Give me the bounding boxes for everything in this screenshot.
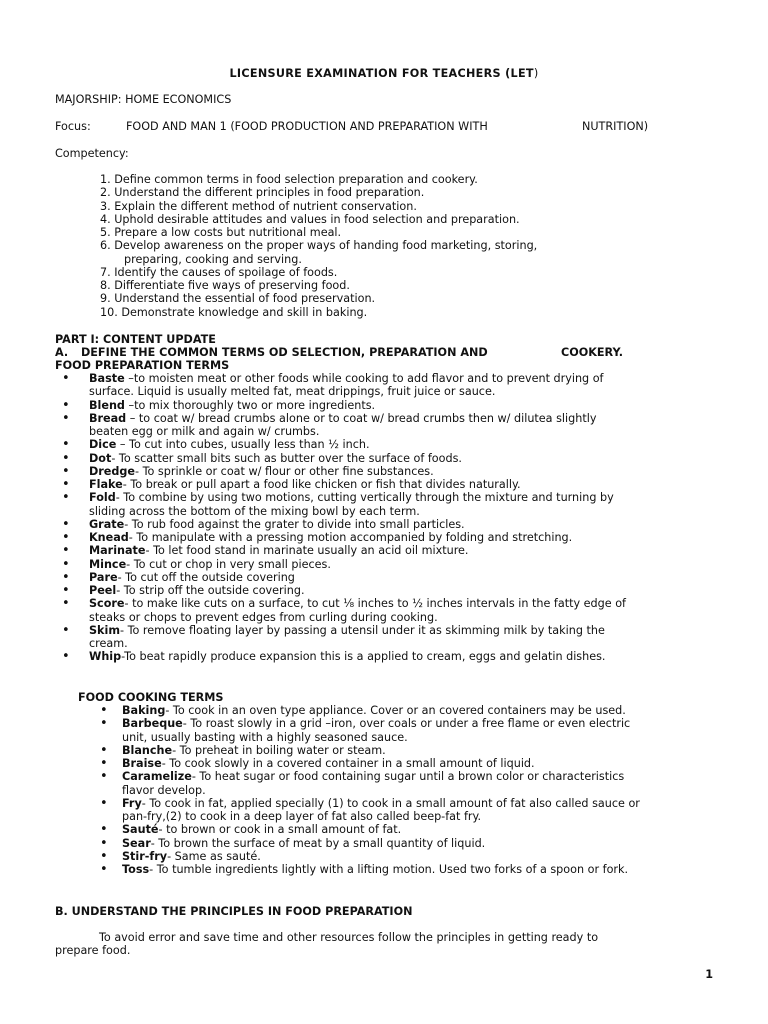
bullet-icon: • xyxy=(62,530,70,545)
competency-item: 3. Explain the different method of nutrient conservation. xyxy=(100,199,417,213)
term-item xyxy=(100,795,640,824)
term-definition: - To brown the surface of meat by a small quantity of liquid. xyxy=(150,836,486,850)
term-name: Marinate xyxy=(89,544,146,558)
term-definition-continuation: pan-fry,(2) to cook in a deep layer of fat also called beep-fat fry. xyxy=(122,810,482,823)
term-definition: - To heat sugar or food containing sugar until a brown color or characteristics xyxy=(191,770,625,784)
term-item xyxy=(62,463,626,479)
paragraph-line: To avoid error and save time and other resources follow the principles in getting ready to xyxy=(99,931,599,944)
term-item xyxy=(100,716,640,744)
bullet-icon: • xyxy=(100,756,108,771)
term-item xyxy=(100,756,640,771)
term-definition: - To remove floating layer by passing a utensil under it as skimming milk by taking the xyxy=(120,623,605,637)
term-item xyxy=(100,742,640,758)
term-definition: - To preheat in boiling water or steam. xyxy=(172,743,386,757)
term-name: Toss xyxy=(122,863,150,876)
majorship-line: MAJORSHIP: HOME ECONOMICS xyxy=(55,93,232,106)
term-definition-continuation: steaks or chops to prevent edges from curling during cooking. xyxy=(89,610,438,624)
term-name: Baking xyxy=(122,704,166,717)
term-name: Bread xyxy=(89,411,127,425)
term-definition: - To cook in fat, applied specially (1) to cook in a small amount of fat also called sauce or xyxy=(141,796,640,810)
term-item xyxy=(62,622,626,651)
term-name: Mince xyxy=(89,557,127,571)
term-definition: - To rub food against the grater to divide into small particles. xyxy=(124,517,465,531)
section-b-paragraph xyxy=(55,931,598,958)
paragraph-line: prepare food. xyxy=(55,944,131,958)
bullet-icon: • xyxy=(62,556,70,572)
term-definition-continuation: cream. xyxy=(89,637,128,650)
term-item xyxy=(62,477,626,492)
bullet-icon: • xyxy=(62,450,70,466)
part1-heading: PART I: CONTENT UPDATE xyxy=(55,333,216,346)
term-item xyxy=(62,516,626,532)
term-definition-continuation: sliding across the bottom of the mixing bowl by each term. xyxy=(89,504,420,518)
term-item xyxy=(100,848,640,864)
term-item xyxy=(62,410,626,439)
page-number: 1 xyxy=(705,968,713,981)
competency-item: 7. Identify the causes of spoilage of foods. xyxy=(100,265,338,279)
term-definition-continuation: surface. Liquid is usually melted fat, meat drippings, fruit juice or sauce. xyxy=(89,385,496,399)
bullet-icon: • xyxy=(100,848,108,864)
term-item xyxy=(62,569,626,585)
section-a-heading-tail: COOKERY. xyxy=(561,346,624,359)
term-definition: - To roast slowly in a grid –iron, over coals or under a free flame or even electric xyxy=(182,717,631,731)
term-name: Barbeque xyxy=(122,717,183,731)
competency-label: Competency: xyxy=(55,147,129,160)
prep-terms-heading: FOOD PREPARATION TERMS xyxy=(55,359,230,372)
term-name: Flake xyxy=(89,478,123,491)
term-name: Blend xyxy=(89,398,125,412)
bullet-icon: • xyxy=(62,596,70,612)
term-definition: -To beat rapidly produce expansion this is a applied to cream, eggs and gelatin dishes. xyxy=(121,650,606,664)
bullet-icon: • xyxy=(62,463,70,479)
cooking-terms-heading: FOOD COOKING TERMS xyxy=(78,691,224,704)
term-name: Sear xyxy=(122,836,151,850)
bullet-icon: • xyxy=(62,437,70,453)
term-definition: – to coat w/ bread crumbs alone or to coat w/ bread crumbs then w/ dilutea slightly xyxy=(126,411,597,425)
term-item xyxy=(62,530,626,545)
competency-item-continuation: preparing, cooking and serving. xyxy=(124,252,302,266)
term-item xyxy=(62,490,626,518)
term-definition: - to brown or cook in a small amount of fat. xyxy=(158,823,402,837)
bullet-icon: • xyxy=(62,516,70,532)
bullet-icon: • xyxy=(100,835,108,851)
bullet-icon: • xyxy=(100,795,108,811)
term-definition: - To scatter small bits such as butter over the surface of foods. xyxy=(111,451,462,465)
term-definition: - To let food stand in marinate usually an acid oil mixture. xyxy=(145,544,469,558)
bullet-icon: • xyxy=(62,410,70,426)
term-name: Whip xyxy=(89,650,122,664)
term-item xyxy=(62,397,626,413)
focus-text: FOOD AND MAN 1 (FOOD PRODUCTION AND PREPARATION WITH xyxy=(126,120,488,133)
term-item xyxy=(62,596,626,624)
term-definition: - To combine by using two motions, cutting vertically through the mixture and turning by xyxy=(115,491,614,505)
bullet-icon: • xyxy=(100,862,108,877)
bullet-icon: • xyxy=(62,569,70,585)
term-definition: – To cut into cubes, usually less than ½ inch. xyxy=(116,438,370,452)
term-definition: - To cook slowly in a covered container in a small amount of liquid. xyxy=(161,757,535,770)
term-item xyxy=(62,649,626,665)
term-name: Dot xyxy=(89,451,112,465)
term-name: Grate xyxy=(89,517,125,531)
term-item xyxy=(100,769,640,797)
term-name: Fold xyxy=(89,491,116,505)
bullet-icon: • xyxy=(100,703,108,718)
prep-terms-list xyxy=(62,371,626,665)
bullet-icon: • xyxy=(62,583,70,598)
competency-item: 2. Understand the different principles in food preparation. xyxy=(100,186,425,200)
competency-item: 5. Prepare a low costs but nutritional meal. xyxy=(100,226,342,239)
term-definition: - Same as sauté. xyxy=(167,849,261,863)
competency-item: 10. Demonstrate knowledge and skill in baking. xyxy=(100,305,368,319)
term-name: Knead xyxy=(89,531,129,544)
bullet-icon: • xyxy=(62,397,70,413)
term-name: Baste xyxy=(89,372,125,385)
bullet-icon: • xyxy=(62,490,70,506)
document-title: LICENSURE EXAMINATION FOR TEACHERS (LET) xyxy=(229,67,539,80)
competency-item: 8. Differentiate five ways of preserving food. xyxy=(100,279,350,292)
term-definition: - To manipulate with a pressing motion accompanied by folding and stretching. xyxy=(128,531,573,544)
term-name: Skim xyxy=(89,623,120,637)
term-name: Dredge xyxy=(89,464,135,478)
section-a-heading: DEFINE THE COMMON TERMS OD SELECTION, PREPARATION AND xyxy=(81,346,488,359)
term-name: Braise xyxy=(122,757,162,770)
term-definition: - to make like cuts on a surface, to cut ⅛ inches to ½ inches intervals in the fatty edge of xyxy=(124,597,626,611)
bullet-icon: • xyxy=(62,477,70,492)
term-definition: - To cook in an oven type appliance. Cover or an covered containers may be used. xyxy=(165,704,626,717)
cooking-terms-list xyxy=(100,703,640,877)
term-definition: - To cut or chop in very small pieces. xyxy=(126,557,331,571)
term-name: Caramelize xyxy=(122,770,192,784)
bullet-icon: • xyxy=(100,742,108,758)
competency-item: 9. Understand the essential of food preservation. xyxy=(100,292,376,306)
term-item xyxy=(62,556,626,572)
bullet-icon: • xyxy=(100,716,108,732)
section-b-heading: B. UNDERSTAND THE PRINCIPLES IN FOOD PREPARATION xyxy=(55,905,413,918)
competency-item: 4. Uphold desirable attitudes and values in food selection and preparation. xyxy=(100,212,520,226)
term-item xyxy=(62,450,626,466)
term-item xyxy=(100,862,640,877)
term-name: Dice xyxy=(89,438,117,452)
section-a-letter: A. xyxy=(55,346,69,359)
competency-list xyxy=(100,173,537,319)
term-item xyxy=(62,437,626,453)
term-definition: - To cut off the outside covering xyxy=(117,570,295,584)
term-definition: - To tumble ingredients lightly with a lifting motion. Used two forks of a spoon or fork. xyxy=(149,863,629,876)
term-name: Stir-fry xyxy=(122,849,168,863)
term-item xyxy=(100,703,640,718)
term-name: Peel xyxy=(89,584,117,597)
term-item xyxy=(62,371,626,399)
bullet-icon: • xyxy=(62,622,70,638)
bullet-icon: • xyxy=(100,769,108,785)
bullet-icon: • xyxy=(62,649,70,665)
term-definition: - To sprinkle or coat w/ flour or other fine substances. xyxy=(135,464,434,478)
term-definition: - To break or pull apart a food like chicken or fish that divides naturally. xyxy=(122,478,521,491)
bullet-icon: • xyxy=(62,543,70,559)
term-item xyxy=(62,543,626,559)
focus-text-tail: NUTRITION) xyxy=(582,120,649,133)
term-name: Blanche xyxy=(122,743,173,757)
focus-label: Focus: xyxy=(55,120,91,133)
term-name: Sauté xyxy=(122,823,159,837)
term-definition-continuation: beaten egg or milk and again w/ crumbs. xyxy=(89,425,320,438)
competency-item: 1. Define common terms in food selection preparation and cookery. xyxy=(100,173,478,186)
term-definition-continuation: unit, usually basting with a highly seasoned sauce. xyxy=(122,730,408,744)
term-item xyxy=(62,583,626,598)
term-item xyxy=(100,822,640,838)
competency-item: 6. Develop awareness on the proper ways of handing food marketing, storing, xyxy=(100,239,538,253)
term-definition: –to moisten meat or other foods while cooking to add flavor and to prevent drying of xyxy=(124,372,604,385)
bullet-icon: • xyxy=(100,822,108,838)
term-definition: - To strip off the outside covering. xyxy=(116,584,305,597)
term-name: Fry xyxy=(122,796,142,810)
term-name: Pare xyxy=(89,570,118,584)
bullet-icon: • xyxy=(62,371,70,386)
term-definition-continuation: flavor develop. xyxy=(122,783,206,797)
term-name: Score xyxy=(89,597,125,611)
term-definition: –to mix thoroughly two or more ingredients. xyxy=(124,398,376,412)
term-item xyxy=(100,835,640,851)
